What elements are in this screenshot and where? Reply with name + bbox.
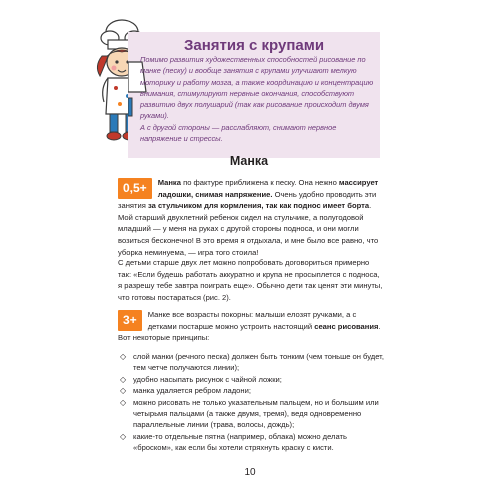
age-badge-0-5: 0,5+ — [118, 178, 152, 199]
principle-text: можно рисовать не только указательным пальцем, но и большим или четырьмя пальцами (а также двумя, тремя), ведя одновременно параллельные линии (трава, волосы, дождь); — [133, 397, 379, 430]
intro-paragraph-2: А с другой стороны — расслабляют, снимают нервное напряжение и стрессы. — [140, 123, 337, 144]
section-title-manka: Манка — [229, 154, 269, 168]
text-run: Очень удобно проводить эти занятия — [118, 189, 377, 211]
principle-item — [118, 385, 388, 396]
paragraph-manka-text — [118, 178, 378, 257]
intro-paragraph-1: Помимо развития художественных способностей рисование по манке (песку) и вообще занятия с крупами улучшают мелкую моторику и работу мозга, а также координацию и концентрацию внимания, стимулируют нервные окончания, способствуют развитию двух полушарий (так как рисование происходит двумя руками). — [140, 55, 374, 121]
principle-item — [118, 374, 388, 385]
text-run: . Мой старший двухлетний ребенок сидел на стульчике, а полугодовой младший — у меня на руках с другой стороны подноса, и они могли возиться бесконечно! В это время я отдыхала, и мне было все равно, что уборка неминуема, — игра того стоила! — [118, 201, 379, 257]
paragraph-all-ages-text — [118, 310, 381, 342]
principle-item — [118, 431, 388, 454]
bold-run: за стульчиком для кормления, так как поднос имеет борта — [147, 201, 370, 211]
paragraph-all-ages — [118, 309, 383, 344]
text-run: по фактуре приближена к песку. Она нежно — [180, 178, 339, 187]
diamond-bullet-icon: ◇ — [120, 374, 127, 384]
diamond-bullet-icon: ◇ — [120, 386, 127, 396]
principle-text: слой манки (речного песка) должен быть тонким (чем тоньше он будет, тем четче получаются линии); — [133, 352, 384, 373]
text-run: . Вот некоторые принципы: — [118, 321, 381, 343]
paragraph-older-children: С детьми старше двух лет можно попробовать договориться примерно так: «Если будешь работать аккуратно и крупа не просыплется с подноса, я разрешу тебе завтра поиграть еще». Обычно дети так ценят эти минуты, что готовы постараться (рис. 2). — [118, 258, 383, 302]
age-badge-3: 3+ — [118, 310, 142, 331]
principle-text: какие-то отдельные пятна (например, облака) можно делать «броском», как если бы хотели стряхнуть краску с кисти. — [133, 431, 347, 453]
paragraph-manka-intro — [118, 177, 383, 258]
principle-item — [118, 397, 388, 431]
diamond-bullet-icon: ◇ — [120, 431, 127, 441]
principle-text: манка удаляется ребром ладони; — [133, 386, 251, 396]
principle-item — [118, 351, 388, 374]
principle-text: удобно насыпать рисунок с чайной ложки; — [133, 374, 282, 384]
bold-run: сеанс рисования — [314, 321, 379, 331]
page-number: 10 — [244, 467, 256, 478]
bold-run: массирует ладошки, снимая напряжение. — [157, 178, 379, 199]
page-title: Занятия с крупами — [183, 37, 325, 54]
bold-run: Манка — [157, 178, 181, 187]
diamond-bullet-icon: ◇ — [120, 397, 127, 407]
principles-list — [118, 351, 388, 454]
text-run: Манке все возрасты покорны: малыши елозят ручками, а с детками постарше можно устроить настоящий — [147, 310, 357, 331]
diamond-bullet-icon: ◇ — [120, 352, 127, 361]
